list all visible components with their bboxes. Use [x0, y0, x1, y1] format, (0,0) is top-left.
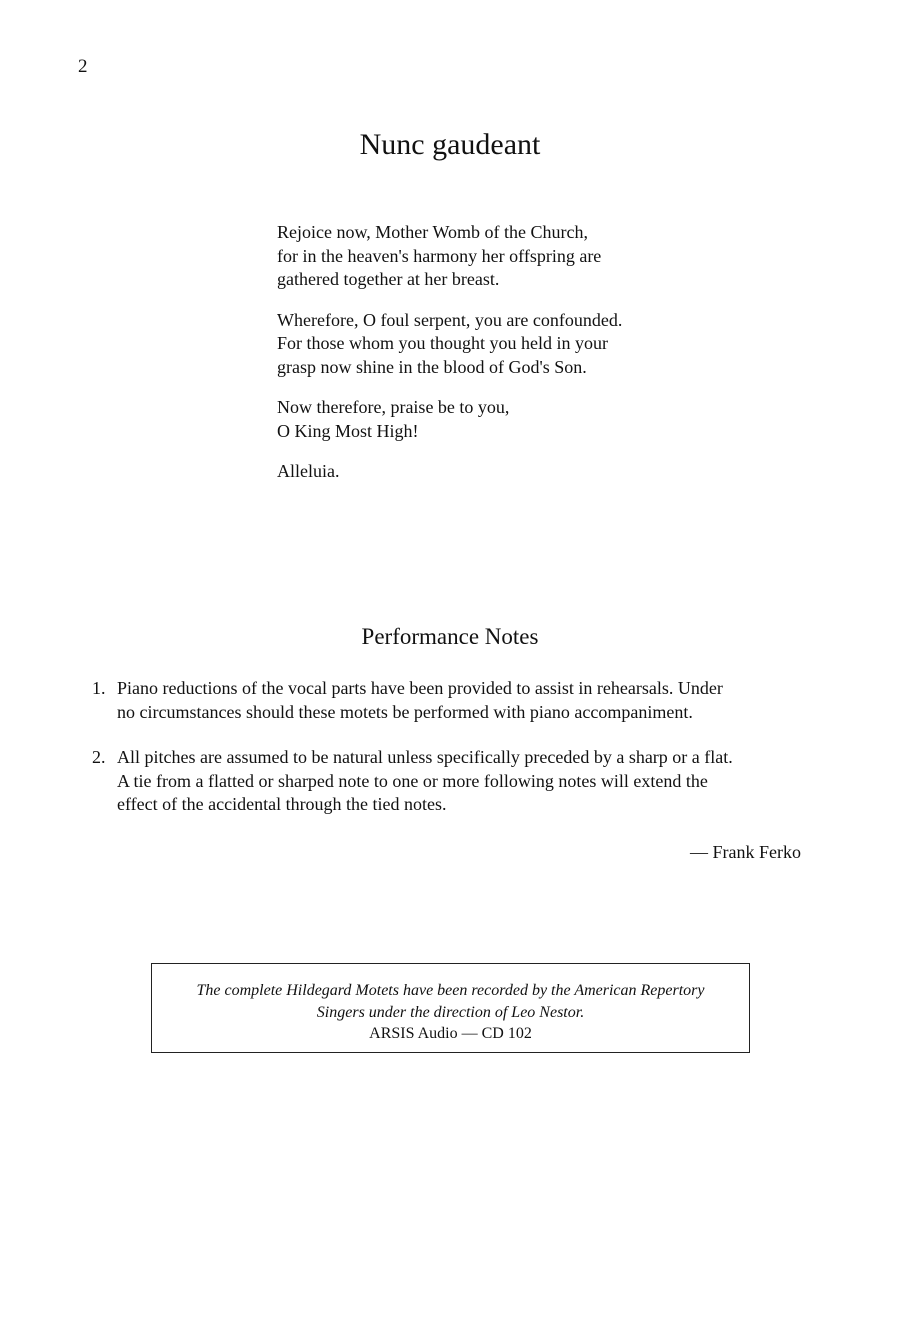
- stanza-line: gathered together at her breast.: [277, 269, 500, 289]
- note-line: A tie from a flatted or sharped note to one or more following notes will extend the: [117, 770, 708, 791]
- note-number: 1.: [92, 678, 106, 698]
- stanza-line: grasp now shine in the blood of God's Son.: [277, 356, 587, 377]
- author-signature: — Frank Ferko: [690, 842, 801, 862]
- poem-text: [277, 221, 697, 501]
- page-number: 2: [78, 56, 88, 77]
- recording-info-box: [151, 963, 750, 1053]
- note-item-1: [92, 677, 812, 724]
- note-line: no circumstances should these motets be performed with piano accompaniment.: [117, 701, 693, 722]
- stanza-line: O King Most High!: [277, 420, 419, 441]
- recording-line-2: Singers under the direction of Leo Nestor.: [316, 1003, 585, 1021]
- note-number: 2.: [92, 747, 106, 767]
- note-text: [117, 677, 812, 724]
- note-text: [117, 746, 812, 817]
- stanza-3: [277, 396, 697, 443]
- stanza-2: [277, 309, 697, 380]
- stanza-line: Rejoice now, Mother Womb of the Church,: [277, 222, 588, 242]
- performance-notes-heading: Performance Notes: [361, 624, 539, 649]
- stanza-line: Wherefore, O foul serpent, you are confounded.: [277, 309, 623, 330]
- note-line: All pitches are assumed to be natural unless specifically preceded by a sharp or a flat.: [117, 747, 733, 767]
- note-item-2: [92, 746, 812, 817]
- stanza-line: for in the heaven's harmony her offspring are: [277, 245, 602, 266]
- stanza-4: [277, 460, 697, 484]
- recording-line-1: The complete Hildegard Motets have been recorded by the American Repertory: [196, 982, 705, 999]
- note-line: Piano reductions of the vocal parts have been provided to assist in rehearsals. Under: [117, 678, 723, 698]
- stanza-line: Now therefore, praise be to you,: [277, 397, 510, 417]
- page-title: Nunc gaudeant: [359, 128, 541, 161]
- stanza-1: [277, 221, 697, 292]
- stanza-line: For those whom you thought you held in your: [277, 333, 608, 353]
- performance-notes-list: [92, 677, 812, 839]
- stanza-line: Alleluia.: [277, 461, 340, 481]
- note-line: effect of the accidental through the tied notes.: [117, 794, 447, 814]
- recording-catalog: ARSIS Audio — CD 102: [369, 1025, 532, 1042]
